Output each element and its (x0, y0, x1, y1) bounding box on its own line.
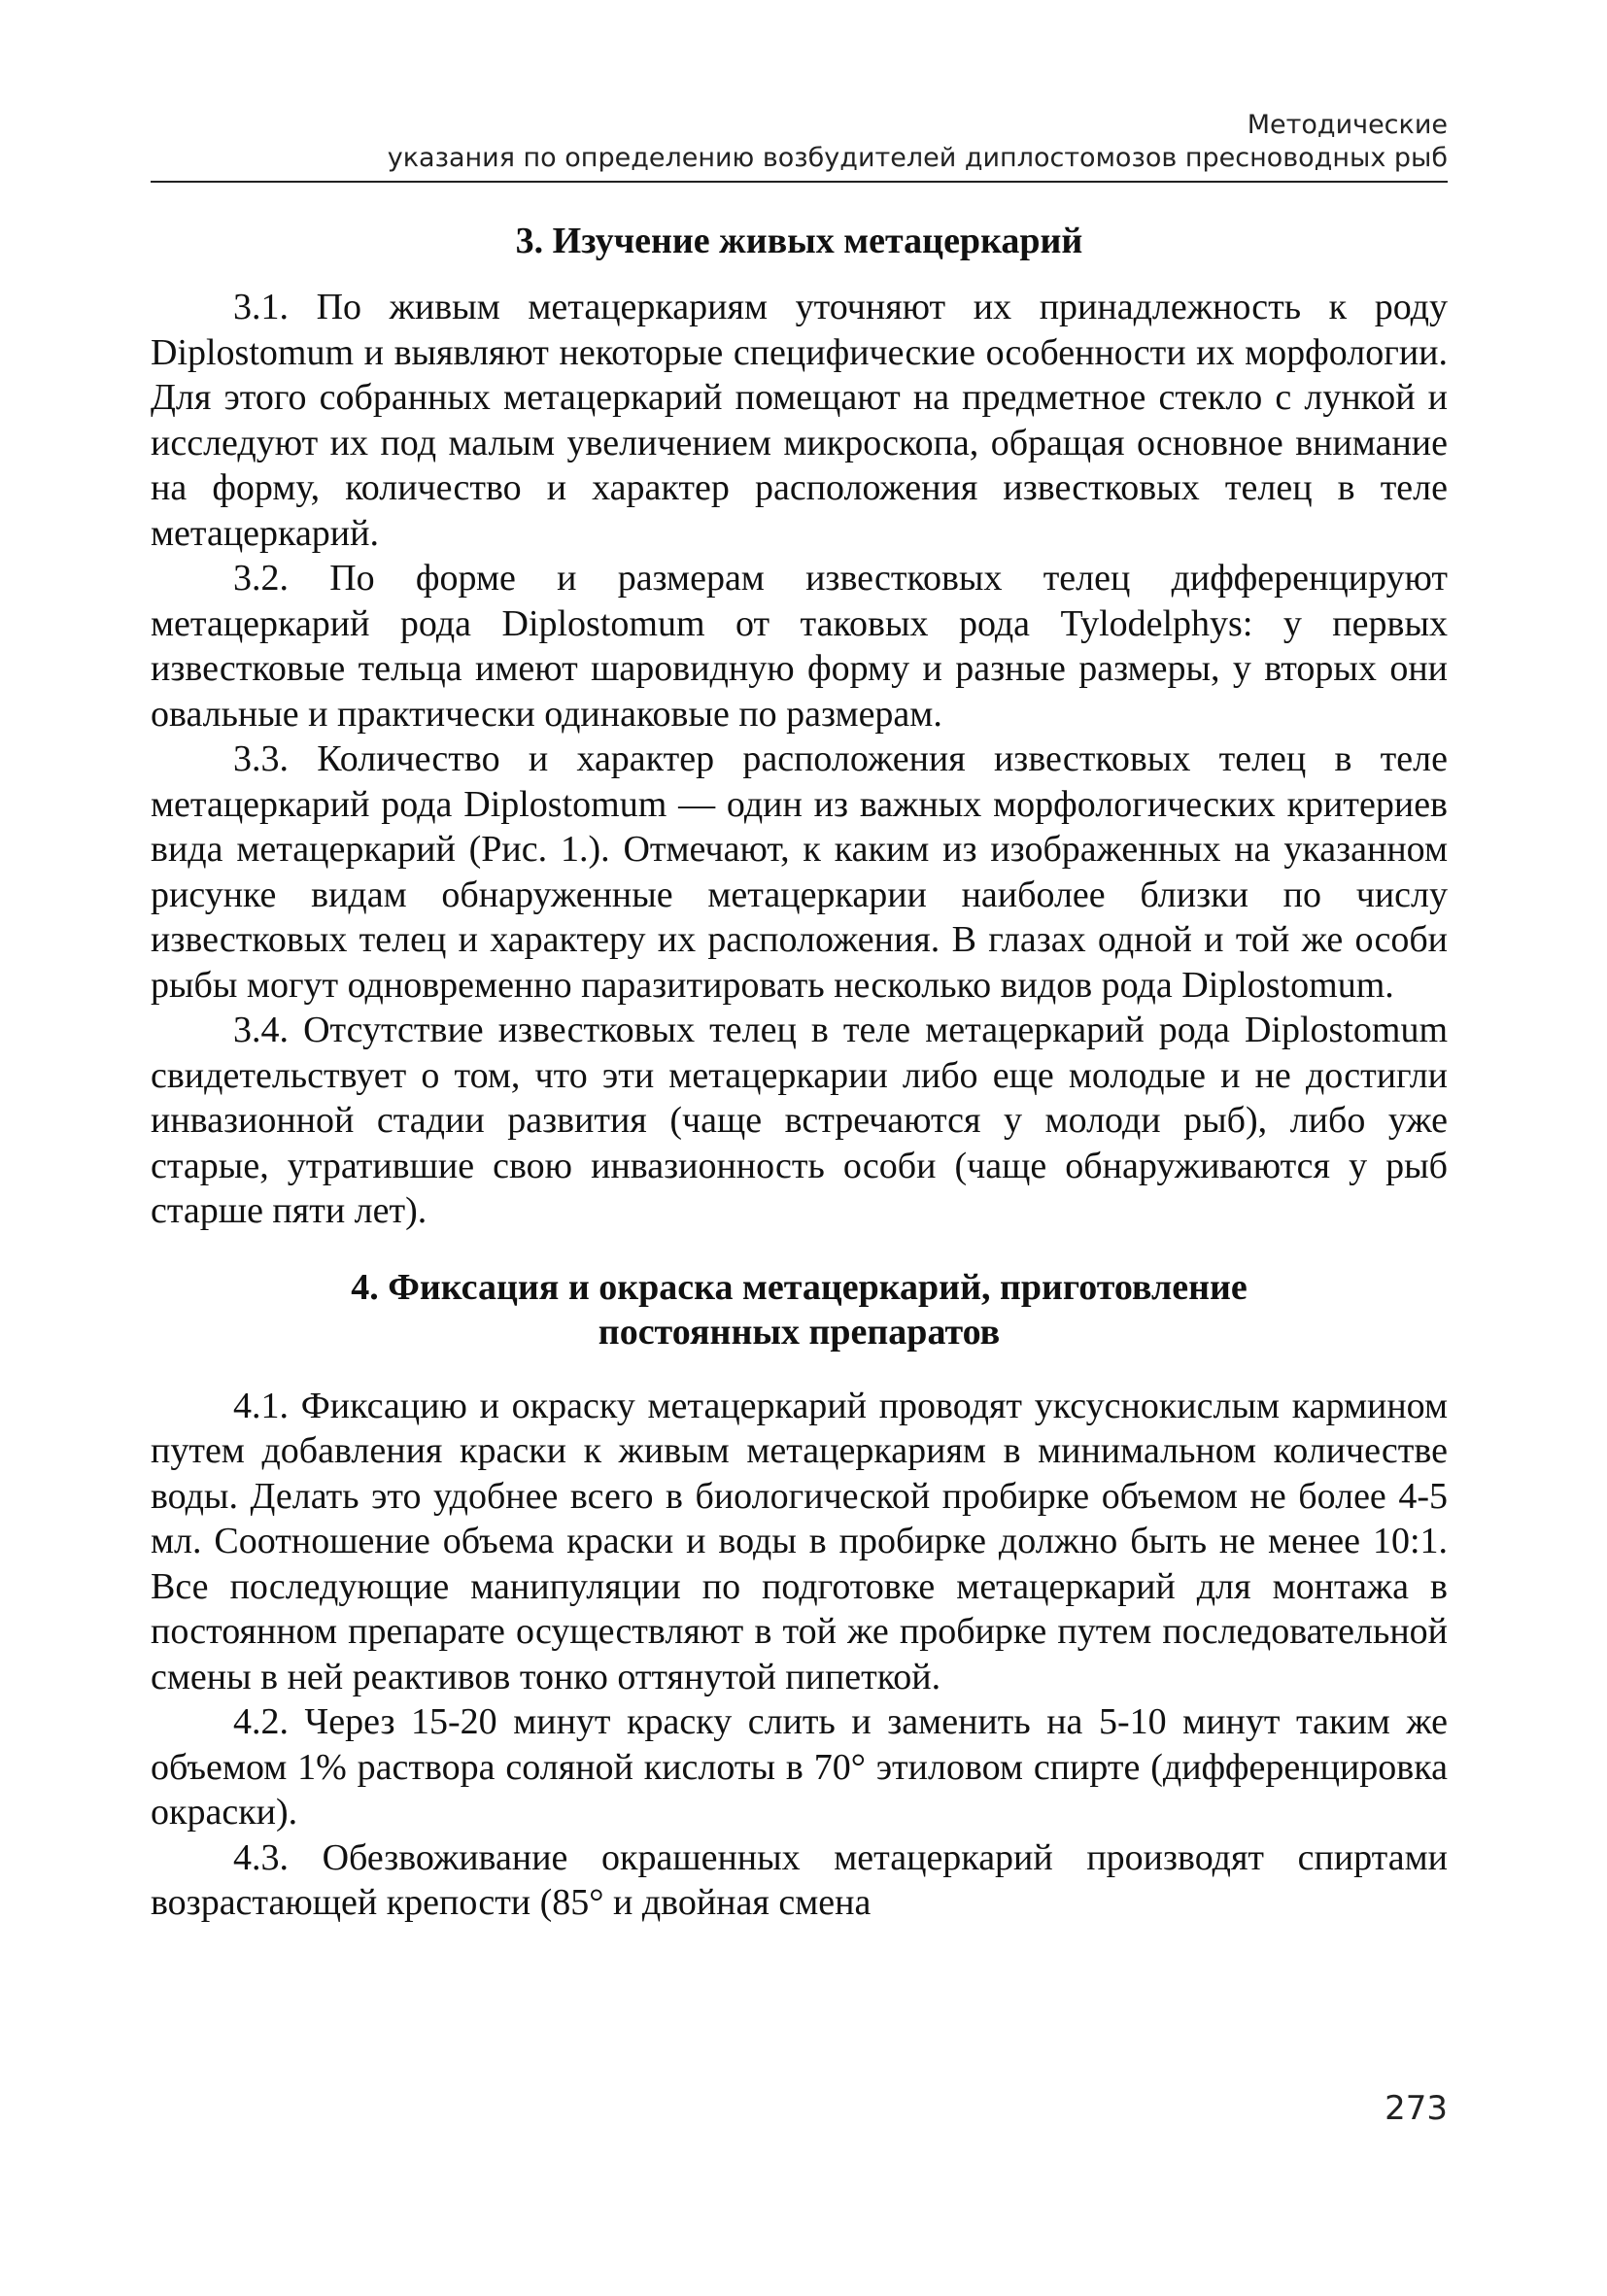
paragraph-4-2: 4.2. Через 15-20 минут краску слить и заменить на 5-10 минут таким же объемом 1% раствора соляной кислоты в 70° этиловом спирте (дифференцировка окраски). (151, 1701, 1448, 1833)
section-3-heading: 3. Изучение живых метацеркарий (515, 221, 1083, 261)
section-4-heading (257, 1265, 1341, 1354)
running-head-line1: Методические (1247, 110, 1448, 140)
paragraph-3-1: 3.1. По живым метацеркариям уточняют их принадлежность к роду Diplostomum и выявляют некоторые специфические особенности их морфологии. Для этого собранных метацеркарий помещают на предметное стекло с лункой и исследуют их под малым увеличением микроскопа, обращая основное внимание на форму, количество и характер расположения известковых телец в теле метацеркарий. (151, 287, 1448, 554)
running-head (151, 109, 1448, 183)
paragraph-3-3: 3.3. Количество и характер расположения известковых телец в теле метацеркарий рода Diplostomum — один из важных морфологических критериев вида метацеркарий (Рис. 1.). Отмечают, к каким из изображенных на указанном рисунке видам обнаруженные метацеркарии наиболее близки по числу известковых телец и характеру их расположения. В глазах одной и той же особи рыбы могут одновременно паразитировать несколько видов рода Diplostomum. (151, 738, 1448, 1006)
section-4-heading-line1: 4. Фиксация и окраска метацеркарий, приготовление (351, 1266, 1248, 1308)
paragraph-3-4: 3.4. Отсутствие известковых телец в теле метацеркарий рода Diplostomum свидетельствует о том, что эти метацеркарии либо еще молодые и не достигли инвазионной стадии развития (чаще встречаются у молоди рыб), либо уже старые, утратившие свою инвазионность особи (чаще обнаруживаются у рыб старше пяти лет). (151, 1010, 1448, 1231)
paragraph-3-2: 3.2. По форме и размерам известковых телец дифференцируют метацеркарий рода Diplostomum от таковых рода Tylodelphys: у первых известковые тельца имеют шаровидную форму и разные размеры, у вторых они овальные и практически одинаковые по размерам. (151, 558, 1448, 735)
page-number: 273 (1385, 2089, 1448, 2128)
running-head-line2: указания по определению возбудителей диплостомозов пресноводных рыб (387, 143, 1448, 173)
header-rule (151, 181, 1448, 183)
section-4-heading-line2: постоянных препаратов (598, 1311, 1001, 1353)
paragraph-4-1: 4.1. Фиксацию и окраску метацеркарий проводят уксуснокислым кармином путем добавления краски к живым метацеркариям в минимальном количестве воды. Делать это удобнее всего в биологической пробирке объемом не более 4-5 мл. Соотношение объема краски и воды в пробирке должно быть не менее 10:1. Все последующие манипуляции по подготовке метацеркарий для монтажа в постоянном препарате осуществляют в той же пробирке путем последовательной смены в ней реактивов тонко оттянутой пипеткой. (151, 1385, 1448, 1697)
paragraph-4-3: 4.3. Обезвоживание окрашенных метацеркарий производят спиртами возрастающей крепости (85° и двойная смена (151, 1836, 1448, 1923)
page-body (151, 219, 1448, 1926)
